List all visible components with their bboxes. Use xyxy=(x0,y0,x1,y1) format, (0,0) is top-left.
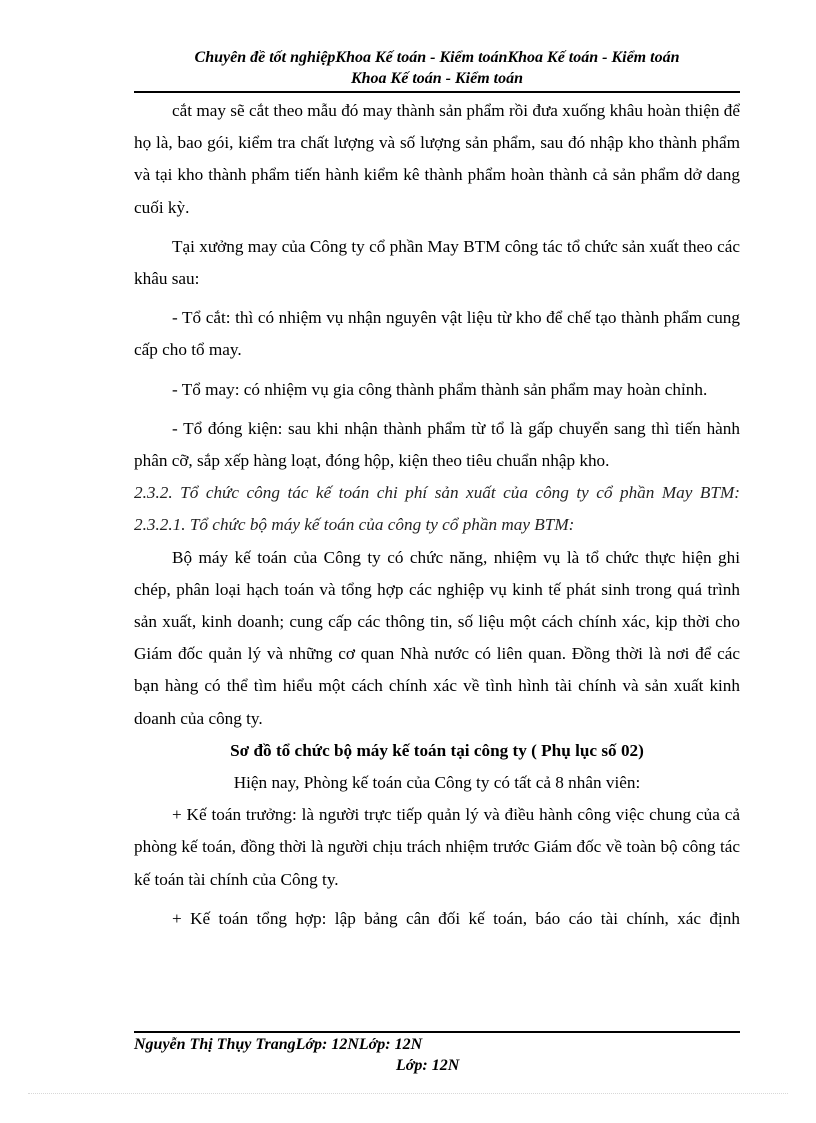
header-divider xyxy=(134,91,740,93)
page-bottom-edge xyxy=(28,1093,788,1094)
paragraph-chief-accountant: + Kế toán trưởng: là người trực tiếp quản lý và điều hành công việc chung của cả phòng kế toán, đồng thời là người chịu trách nhiệm trước Giám đốc về toàn bộ công tác kế toán tài chính của Công ty. xyxy=(134,805,740,889)
paragraph-accounting-apparatus: Bộ máy kế toán của Công ty có chức năng, nhiệm vụ là tổ chức thực hiện ghi chép, phân loại hạch toán và tổng hợp các nghiệp vụ kinh tế phát sinh trong quá trình sản xuất, kinh doanh; cung cấp các thông tin, số liệu một cách chính xác, kịp thời cho Giám đốc quản lý và những cơ quan Nhà nước có liên quan. Đồng thời là nơi để các bạn hàng có thể tìm hiểu một cách chính xác về tình hình tài chính và sản xuất kinh doanh của công ty. xyxy=(134,547,740,728)
paragraph-cutting-team: - Tổ cắt: thì có nhiệm vụ nhận nguyên vật liệu từ kho để chế tạo thành phẩm cung cấp cho tổ may. xyxy=(134,308,740,360)
diagram-caption: Sơ đồ tổ chức bộ máy kế toán tại công ty ( Phụ lục số 02) xyxy=(230,740,644,760)
paragraph-sewing-team: - Tổ may: có nhiệm vụ gia công thành phẩm thành sản phẩm may hoàn chỉnh. xyxy=(172,379,708,399)
paragraph-continuation: cắt may sẽ cắt theo mẫu đó may thành sản phẩm rồi đưa xuống khâu hoàn thiện để họ là, bao gói, kiểm tra chất lượng và số lượng sản phẩm, sau đó nhập kho thành phẩm và tại kho thành phẩm tiến hành kiểm kê thành phẩm hoàn thành cả sản phẩm dở dang cuối kỳ. xyxy=(134,101,740,217)
page-header xyxy=(134,47,740,89)
paragraph-packing-team: - Tổ đóng kiện: sau khi nhận thành phẩm từ tổ là gấp chuyển sang thì tiến hành phân cỡ, sắp xếp hàng loạt, đóng hộp, kiện theo tiêu chuẩn nhập kho. xyxy=(134,418,740,471)
paragraph-workshop: Tại xưởng may của Công ty cổ phần May BTM công tác tổ chức sản xuất theo các khâu sau: xyxy=(134,236,740,289)
section-heading-2-3-2-1: 2.3.2.1. Tổ chức bộ máy kế toán của công ty cổ phần may BTM: xyxy=(134,515,575,535)
body-text xyxy=(134,95,740,935)
footer-divider xyxy=(134,1031,740,1033)
header-line-1: Chuyên đề tốt nghiệpKhoa Kế toán - Kiểm toánKhoa Kế toán - Kiểm toán xyxy=(194,49,680,66)
page-footer xyxy=(134,1034,740,1076)
section-heading-2-3-2: 2.3.2. Tổ chức công tác kế toán chi phí sản xuất của công ty cổ phần May BTM: xyxy=(134,483,740,503)
paragraph-general-accountant: + Kế toán tổng hợp: lập bảng cân đối kế toán, báo cáo tài chính, xác định xyxy=(172,908,740,928)
footer-line-1: Nguyễn Thị Thụy TrangLớp: 12NLớp: 12N xyxy=(134,1036,423,1053)
paragraph-staff-count: Hiện nay, Phòng kế toán của Công ty có tất cả 8 nhân viên: xyxy=(233,773,641,793)
footer-line-2: Lớp: 12N xyxy=(396,1057,460,1074)
header-line-2: Khoa Kế toán - Kiểm toán xyxy=(350,70,524,87)
